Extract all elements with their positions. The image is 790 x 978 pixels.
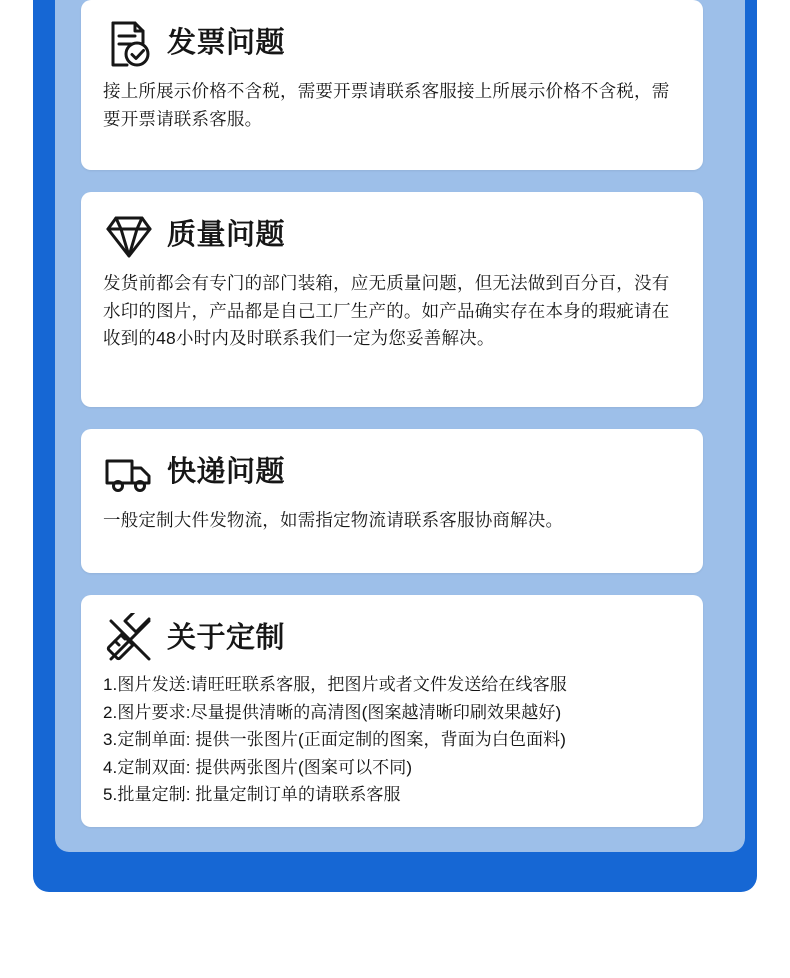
card-quality	[81, 192, 703, 407]
card-invoice	[81, 0, 703, 170]
diamond-icon	[103, 210, 155, 262]
ruler-pencil-icon	[103, 613, 155, 665]
card-express-body: 一般定制大件发物流，如需指定物流请联系客服协商解决。	[103, 510, 564, 530]
card-quality-body: 发货前都会有专门的部门装箱，应无质量问题，但无法做到百分百，没有水印的图片，产品都是自己工厂生产的。如产品确实存在本身的瑕疵请在收到的48小时内及时联系我们一定为您妥善解决。	[103, 273, 670, 349]
card-express	[81, 429, 703, 573]
card-list	[81, 0, 703, 849]
card-custom-title: 关于定制	[167, 622, 286, 655]
card-quality-title: 质量问题	[167, 219, 286, 252]
list-item: 3.定制单面: 提供一张图片(正面定制的图案，背面为白色面料)	[103, 730, 567, 750]
list-item: 1.图片发送:请旺旺联系客服，把图片或者文件发送给在线客服	[103, 675, 567, 694]
list-item: 5.批量定制: 批量定制订单的请联系客服	[103, 785, 401, 805]
card-custom-list	[103, 671, 681, 809]
truck-icon	[103, 447, 155, 499]
list-item: 2.图片要求:尽量提供清晰的高清图(图案越清晰印刷效果越好)	[103, 702, 562, 722]
list-item: 4.定制双面: 提供两张图片(图案可以不同)	[103, 757, 413, 777]
card-express-title: 快递问题	[167, 456, 286, 489]
card-invoice-header	[103, 18, 681, 70]
card-express-header	[103, 447, 681, 499]
invoice-check-icon	[103, 18, 155, 70]
card-custom	[81, 595, 703, 827]
card-quality-header	[103, 210, 681, 262]
card-invoice-title: 发票问题	[167, 27, 286, 60]
card-invoice-body: 接上所展示价格不含税，需要开票请联系客服接上所展示价格不含税，需要开票请联系客服。	[103, 81, 670, 129]
card-custom-header	[103, 613, 681, 665]
